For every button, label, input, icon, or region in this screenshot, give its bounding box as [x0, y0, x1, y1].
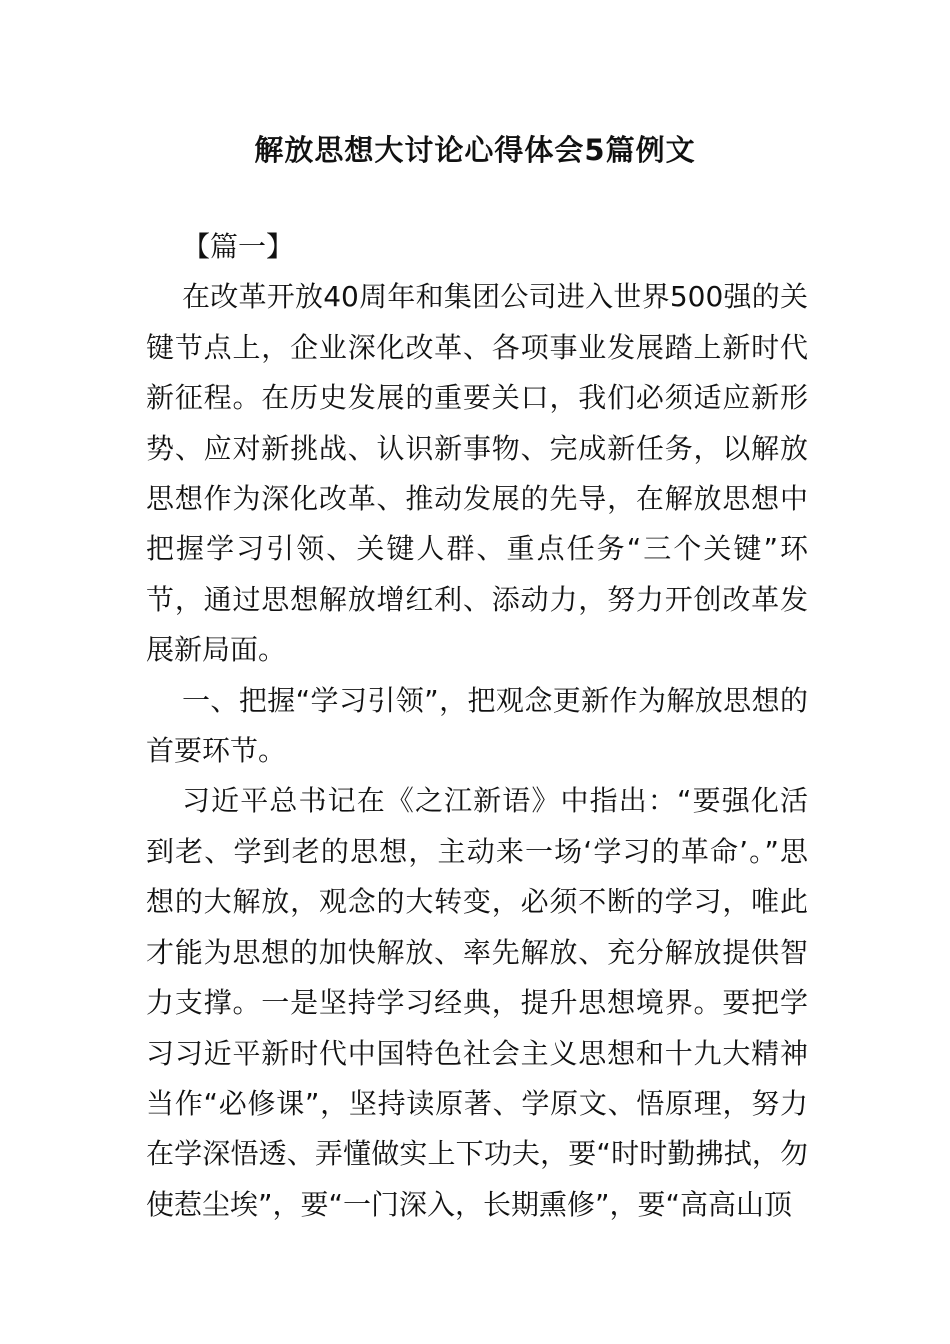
- document-body: [146, 222, 808, 1230]
- paragraph-body: 习近平总书记在《之江新语》中指出：“要强化活到老、学到老的思想，主动来一场‘学习的革命’。”思想的大解放，观念的大转变，必须不断的学习，唯此才能为思想的加快解放、率先解放、充分解放提供智力支撑。一是坚持学习经典，提升思想境界。要把学习习近平新时代中国特色社会主义思想和十九大精神当作“必修课”，坚持读原著、学原文、悟原理，努力在学深悟透、弄懂做实上下功夫，要“时时勤拂拭，勿使惹尘埃”，要“一门深入，长期熏修”，要“高高山顶: [146, 784, 808, 1221]
- document-title: 解放思想大讨论心得体会5篇例文: [254, 133, 696, 167]
- paragraph-intro: 在改革开放40周年和集团公司进入世界500强的关键节点上，企业深化改革、各项事业发展踏上新时代新征程。在历史发展的重要关口，我们必须适应新形势、应对新挑战、认识新事物、完成新任务，以解放思想作为深化改革、推动发展的先导，在解放思想中把握学习引领、关键人群、重点任务“三个关键”环节，通过思想解放增红利、添动力，努力开创改革发展新局面。: [146, 280, 808, 667]
- paragraph-heading-one: 一、把握“学习引领”，把观念更新作为解放思想的首要环节。: [146, 683, 808, 768]
- section-label: 【篇一】: [182, 230, 295, 263]
